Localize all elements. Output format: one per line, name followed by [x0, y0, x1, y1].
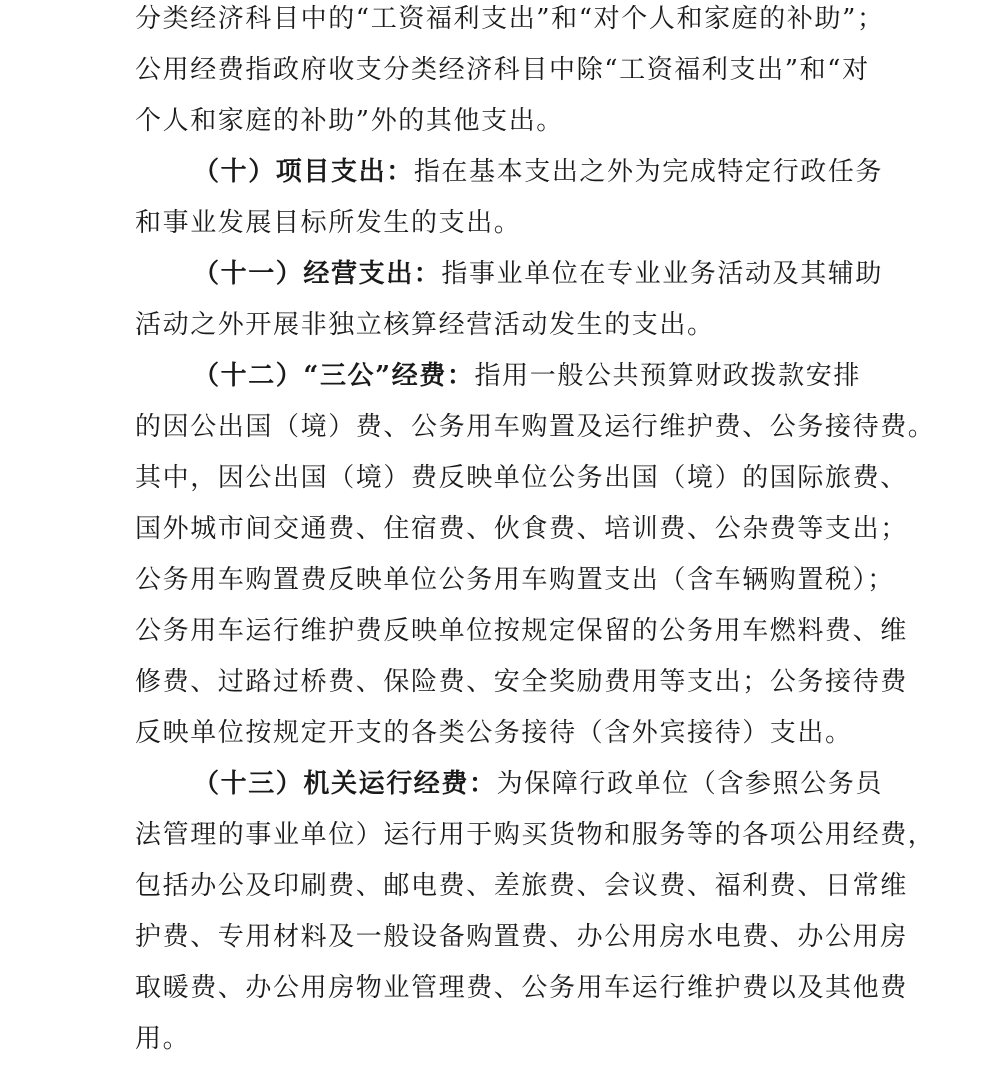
- paragraph-first-line: [135, 147, 895, 198]
- text-line: 活动之外开展非独立核算经营活动发生的支出。: [135, 310, 715, 340]
- text-span: 指事业单位在专业业务活动及其辅助: [441, 259, 884, 289]
- text-line: 国外城市间交通费、住宿费、伙食费、培训费、公杂费等支出；: [135, 514, 908, 544]
- text-span: 指在基本支出之外为完成特定行政任务: [413, 157, 884, 187]
- text-line: 护费、专用材料及一般设备购置费、办公用房水电费、办公用房: [135, 922, 908, 952]
- text-line: 和事业发展目标所发生的支出。: [135, 208, 522, 238]
- text-line: 包括办公及印刷费、邮电费、差旅费、会议费、福利费、日常维: [135, 871, 908, 901]
- term-operating-expenditure: （十一）经营支出：: [193, 259, 442, 289]
- term-three-public-expenses: （十二）“三公”经费：: [193, 361, 475, 391]
- text-line: 个人和家庭的补助”外的其他支出。: [135, 106, 564, 136]
- text-line: 取暖费、办公用房物业管理费、公务用车运行维护费以及其他费: [135, 973, 908, 1003]
- text-line: 公务用车购置费反映单位公务用车购置支出（含车辆购置税）；: [135, 565, 895, 595]
- text-line: 修费、过路过桥费、保险费、安全奖励费用等支出；公务接待费: [135, 667, 908, 697]
- term-project-expenditure: （十）项目支出：: [193, 157, 414, 187]
- text-line: 公用经费指政府收支分类经济科目中除“工资福利支出”和“对: [135, 55, 870, 85]
- text-line: 的因公出国（境）费、公务用车购置及运行维护费、公务接待费。: [135, 412, 936, 442]
- text-line: 反映单位按规定开支的各类公务接待（含外宾接待）支出。: [135, 718, 853, 748]
- text-line: 用。: [135, 1024, 191, 1054]
- text-line: 分类经济科目中的“工资福利支出”和“对个人和家庭的补助”；: [135, 4, 885, 34]
- text-line: 其中，因公出国（境）费反映单位公务出国（境）的国际旅费、: [135, 463, 908, 493]
- term-agency-operating-funds: （十三）机关运行经费：: [193, 769, 497, 799]
- paragraph-first-line: [135, 759, 895, 810]
- text-line: 公务用车运行维护费反映单位按规定保留的公务用车燃料费、维: [135, 616, 908, 646]
- document-page: [135, 0, 936, 1065]
- text-span: 指用一般公共预算财政拨款安排: [474, 361, 861, 391]
- text-span: 为保障行政单位（含参照公务员: [496, 769, 884, 799]
- text-line: 法管理的事业单位）运行用于购买货物和服务等的各项公用经费，: [135, 820, 936, 850]
- paragraph-first-line: [135, 249, 895, 300]
- paragraph-first-line: [135, 351, 895, 402]
